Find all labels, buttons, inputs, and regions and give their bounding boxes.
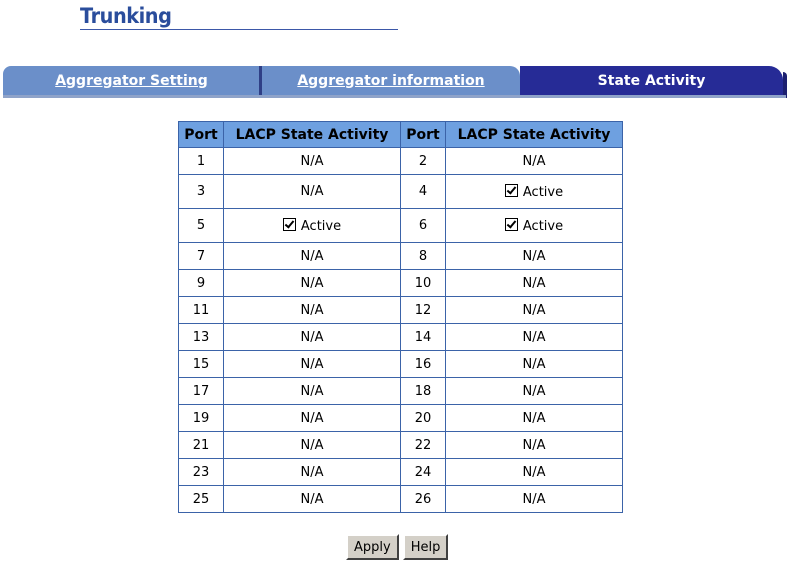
table-row (179, 175, 623, 209)
lacp-state-label: N/A (300, 248, 324, 264)
port-cell: 22 (401, 432, 446, 459)
lacp-state-label: N/A (300, 356, 324, 372)
lacp-state-label: N/A (522, 329, 546, 345)
table-header-row (179, 122, 623, 148)
tab-aggregator-setting[interactable] (3, 66, 260, 95)
table-row (179, 459, 623, 486)
lacp-state-cell (224, 378, 401, 405)
port-cell: 9 (179, 270, 224, 297)
lacp-state-label: N/A (522, 383, 546, 399)
lacp-state-label: N/A (522, 153, 546, 169)
port-cell: 2 (401, 148, 446, 175)
port-cell: 20 (401, 405, 446, 432)
tab-aggregator-setting-link[interactable]: Aggregator Setting (55, 72, 208, 89)
lacp-state-cell (224, 459, 401, 486)
port-cell: 17 (179, 378, 224, 405)
lacp-state-cell (446, 209, 623, 243)
lacp-state-label: N/A (300, 491, 324, 507)
lacp-state-label: N/A (300, 302, 324, 318)
port-cell: 24 (401, 459, 446, 486)
tab-state-activity[interactable]: State Activity (520, 66, 783, 95)
column-header-port: Port (179, 122, 224, 148)
title-underline (80, 29, 398, 30)
lacp-state-label: N/A (522, 464, 546, 480)
port-cell: 4 (401, 175, 446, 209)
lacp-state-label: N/A (522, 248, 546, 264)
lacp-state-cell (224, 297, 401, 324)
lacp-state-cell (224, 432, 401, 459)
port-cell: 11 (179, 297, 224, 324)
lacp-state-label: N/A (522, 356, 546, 372)
lacp-state-cell (224, 209, 401, 243)
table-row (179, 270, 623, 297)
lacp-state-cell (446, 297, 623, 324)
lacp-state-cell (446, 243, 623, 270)
lacp-state-label: N/A (522, 275, 546, 291)
lacp-state-label: Active (522, 218, 564, 234)
lacp-state-cell (446, 270, 623, 297)
checkbox-checked-icon[interactable] (283, 218, 296, 231)
column-header-lacp-state-activity: LACP State Activity (224, 122, 401, 148)
port-cell: 26 (401, 486, 446, 513)
lacp-state-label: N/A (522, 491, 546, 507)
lacp-state-label: N/A (522, 410, 546, 426)
lacp-state-cell (224, 405, 401, 432)
lacp-state-label: N/A (300, 383, 324, 399)
table-row (179, 432, 623, 459)
lacp-state-label: N/A (300, 275, 324, 291)
table-row (179, 486, 623, 513)
tab-aggregator-information-link[interactable]: Aggregator information (297, 72, 485, 89)
port-cell: 3 (179, 175, 224, 209)
lacp-state-cell (224, 148, 401, 175)
port-cell: 14 (401, 324, 446, 351)
lacp-state-label: N/A (300, 464, 324, 480)
lacp-state-cell (446, 175, 623, 209)
help-button[interactable]: Help (403, 534, 449, 560)
lacp-state-label: N/A (300, 329, 324, 345)
lacp-state-cell (224, 351, 401, 378)
checkbox-checked-icon[interactable] (505, 184, 518, 197)
table-row (179, 243, 623, 270)
lacp-state-cell (224, 270, 401, 297)
port-cell: 19 (179, 405, 224, 432)
tab-bar (0, 66, 794, 98)
lacp-state-cell (224, 243, 401, 270)
lacp-state-label: N/A (522, 437, 546, 453)
button-row (346, 534, 448, 560)
table-row (179, 297, 623, 324)
lacp-state-cell (224, 486, 401, 513)
lacp-state-label: Active (522, 184, 564, 200)
table-body (179, 148, 623, 513)
port-cell: 13 (179, 324, 224, 351)
table-row (179, 209, 623, 243)
port-cell: 15 (179, 351, 224, 378)
lacp-state-cell (446, 148, 623, 175)
lacp-state-cell (446, 324, 623, 351)
lacp-state-cell (446, 459, 623, 486)
port-cell: 5 (179, 209, 224, 243)
tab-bar-shadow (3, 95, 786, 98)
lacp-state-cell (446, 378, 623, 405)
lacp-state-cell (446, 432, 623, 459)
page-title: Trunking (80, 4, 172, 28)
lacp-state-table (178, 121, 623, 513)
lacp-state-cell (446, 486, 623, 513)
column-header-lacp-state-activity: LACP State Activity (446, 122, 623, 148)
tab-aggregator-information[interactable] (262, 66, 520, 95)
apply-button[interactable]: Apply (346, 534, 399, 560)
port-cell: 7 (179, 243, 224, 270)
port-cell: 25 (179, 486, 224, 513)
lacp-state-label: N/A (300, 184, 324, 199)
port-cell: 10 (401, 270, 446, 297)
table-row (179, 405, 623, 432)
lacp-state-cell (446, 405, 623, 432)
lacp-state-label: N/A (300, 410, 324, 426)
checkbox-checked-icon[interactable] (505, 218, 518, 231)
table-row (179, 148, 623, 175)
port-cell: 1 (179, 148, 224, 175)
lacp-state-cell (224, 324, 401, 351)
lacp-state-label: N/A (300, 437, 324, 453)
port-cell: 18 (401, 378, 446, 405)
port-cell: 6 (401, 209, 446, 243)
lacp-state-label: N/A (522, 302, 546, 318)
table-row (179, 378, 623, 405)
table-row (179, 351, 623, 378)
column-header-port: Port (401, 122, 446, 148)
port-cell: 12 (401, 297, 446, 324)
lacp-state-cell (446, 351, 623, 378)
table-row (179, 324, 623, 351)
lacp-state-cell (224, 175, 401, 209)
lacp-state-label: Active (300, 218, 342, 234)
lacp-state-label: N/A (300, 153, 324, 169)
port-cell: 23 (179, 459, 224, 486)
port-cell: 8 (401, 243, 446, 270)
port-cell: 16 (401, 351, 446, 378)
port-cell: 21 (179, 432, 224, 459)
